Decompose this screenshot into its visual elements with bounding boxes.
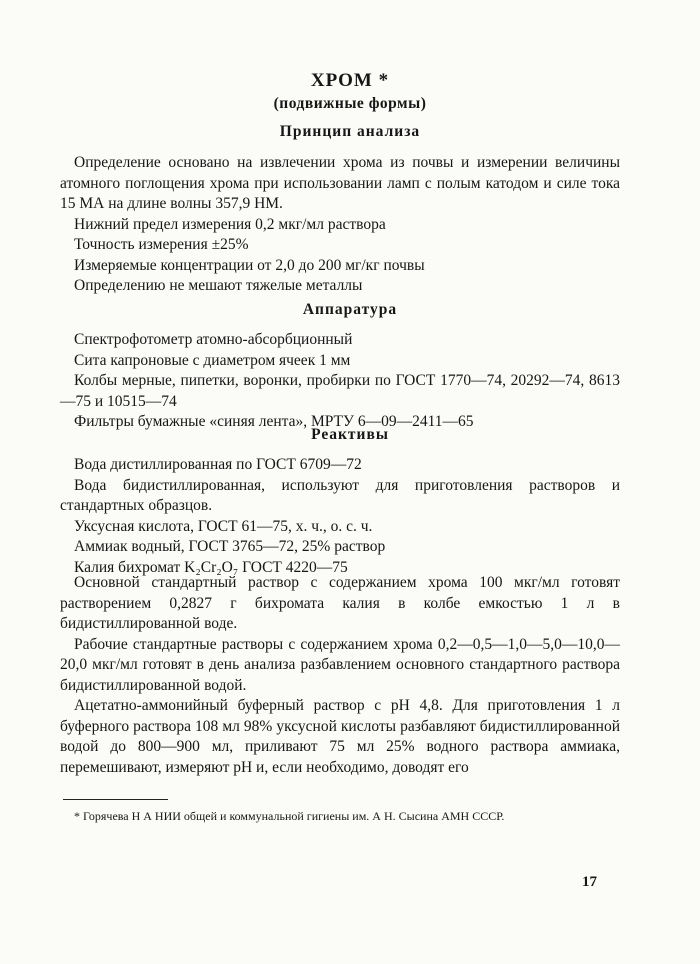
reagent-item: Вода бидистиллированная, используют для приготовления растворов и стандартных образцов. bbox=[60, 476, 620, 514]
principle-line: Определению не мешают тяжелые металлы bbox=[74, 277, 363, 294]
reagent-item: Калия бихромат K₂Cr₂O₇ ГОСТ 4220—75 bbox=[74, 558, 348, 576]
body-paragraph: Ацетатно-аммонийный буферный раствор с рН 4,8. Для приготовления 1 л буферного раствора 108 мл 98% уксусной кислоты разбавляют бидистиллированной водой до 800—900 мл, приливают 75 мл 25% водного раствора аммиака, перемешивают, измеряют рН и, если необходимо, доводят его bbox=[60, 697, 620, 776]
principle-line: Нижний предел измерения 0,2 мкг/мл раствора bbox=[74, 215, 386, 233]
principle-paragraph: Определение основано на извлечении хрома из почвы и измерении величины атомного поглощения хрома при использовании ламп с полым катодом и силе тока 15 МА на длине волны 357,9 НМ. bbox=[60, 154, 620, 212]
body-paragraph: Основной стандартный раствор с содержанием хрома 100 мкг/мл готовят растворением 0,2827 г бихромата калия в колбе емкостью 1 л в бидистиллированной воде. bbox=[60, 574, 620, 632]
page-number: 17 bbox=[582, 874, 597, 890]
body-paragraph: Рабочие стандартные растворы с содержанием хрома 0,2—0,5—1,0—5,0—10,0—20,0 мкг/мл готовят в день анализа разбавлением основного стандартного раствора бидистиллированной водой. bbox=[60, 635, 620, 694]
footnote-divider bbox=[63, 799, 168, 800]
reagent-item: Вода дистиллированная по ГОСТ 6709—72 bbox=[74, 456, 362, 473]
buffer-solution-block bbox=[60, 696, 620, 778]
standard-solutions-block bbox=[60, 573, 620, 696]
apparatus-item: Сита капроновые с диаметром ячеек 1 мм bbox=[74, 351, 351, 369]
principle-block bbox=[60, 153, 620, 297]
apparatus-block bbox=[60, 330, 620, 433]
section-heading-reagents: Реактивы bbox=[311, 426, 389, 443]
section-heading-principle: Принцип анализа bbox=[279, 123, 421, 140]
footnote: * Горячева Н А НИИ общей и коммунальной гигиены им. А Н. Сысина АМН СССР. bbox=[74, 809, 505, 823]
page-subtitle: (подвижные формы) bbox=[273, 95, 427, 112]
reagent-item: Уксусная кислота, ГОСТ 61—75, х. ч., о. с. ч. bbox=[74, 517, 373, 535]
apparatus-item: Спектрофотометр атомно-абсорбционный bbox=[74, 331, 353, 348]
section-heading-apparatus: Аппаратура bbox=[302, 301, 398, 318]
page-title: ХРОМ * bbox=[310, 70, 390, 91]
reagent-item: Аммиак водный, ГОСТ 3765—72, 25% раствор bbox=[74, 538, 386, 555]
reagents-list bbox=[60, 455, 620, 578]
apparatus-item: Колбы мерные, пипетки, воронки, пробирки по ГОСТ 1770—74, 20292—74, 8613—75 и 10515—74 bbox=[60, 372, 620, 410]
apparatus-item: Фильтры бумажные «синяя лента», МРТУ 6—09—2411—65 bbox=[74, 413, 474, 430]
principle-line: Измеряемые концентрации от 2,0 до 200 мг/кг почвы bbox=[74, 256, 425, 274]
principle-line: Точность измерения ±25% bbox=[74, 236, 249, 253]
